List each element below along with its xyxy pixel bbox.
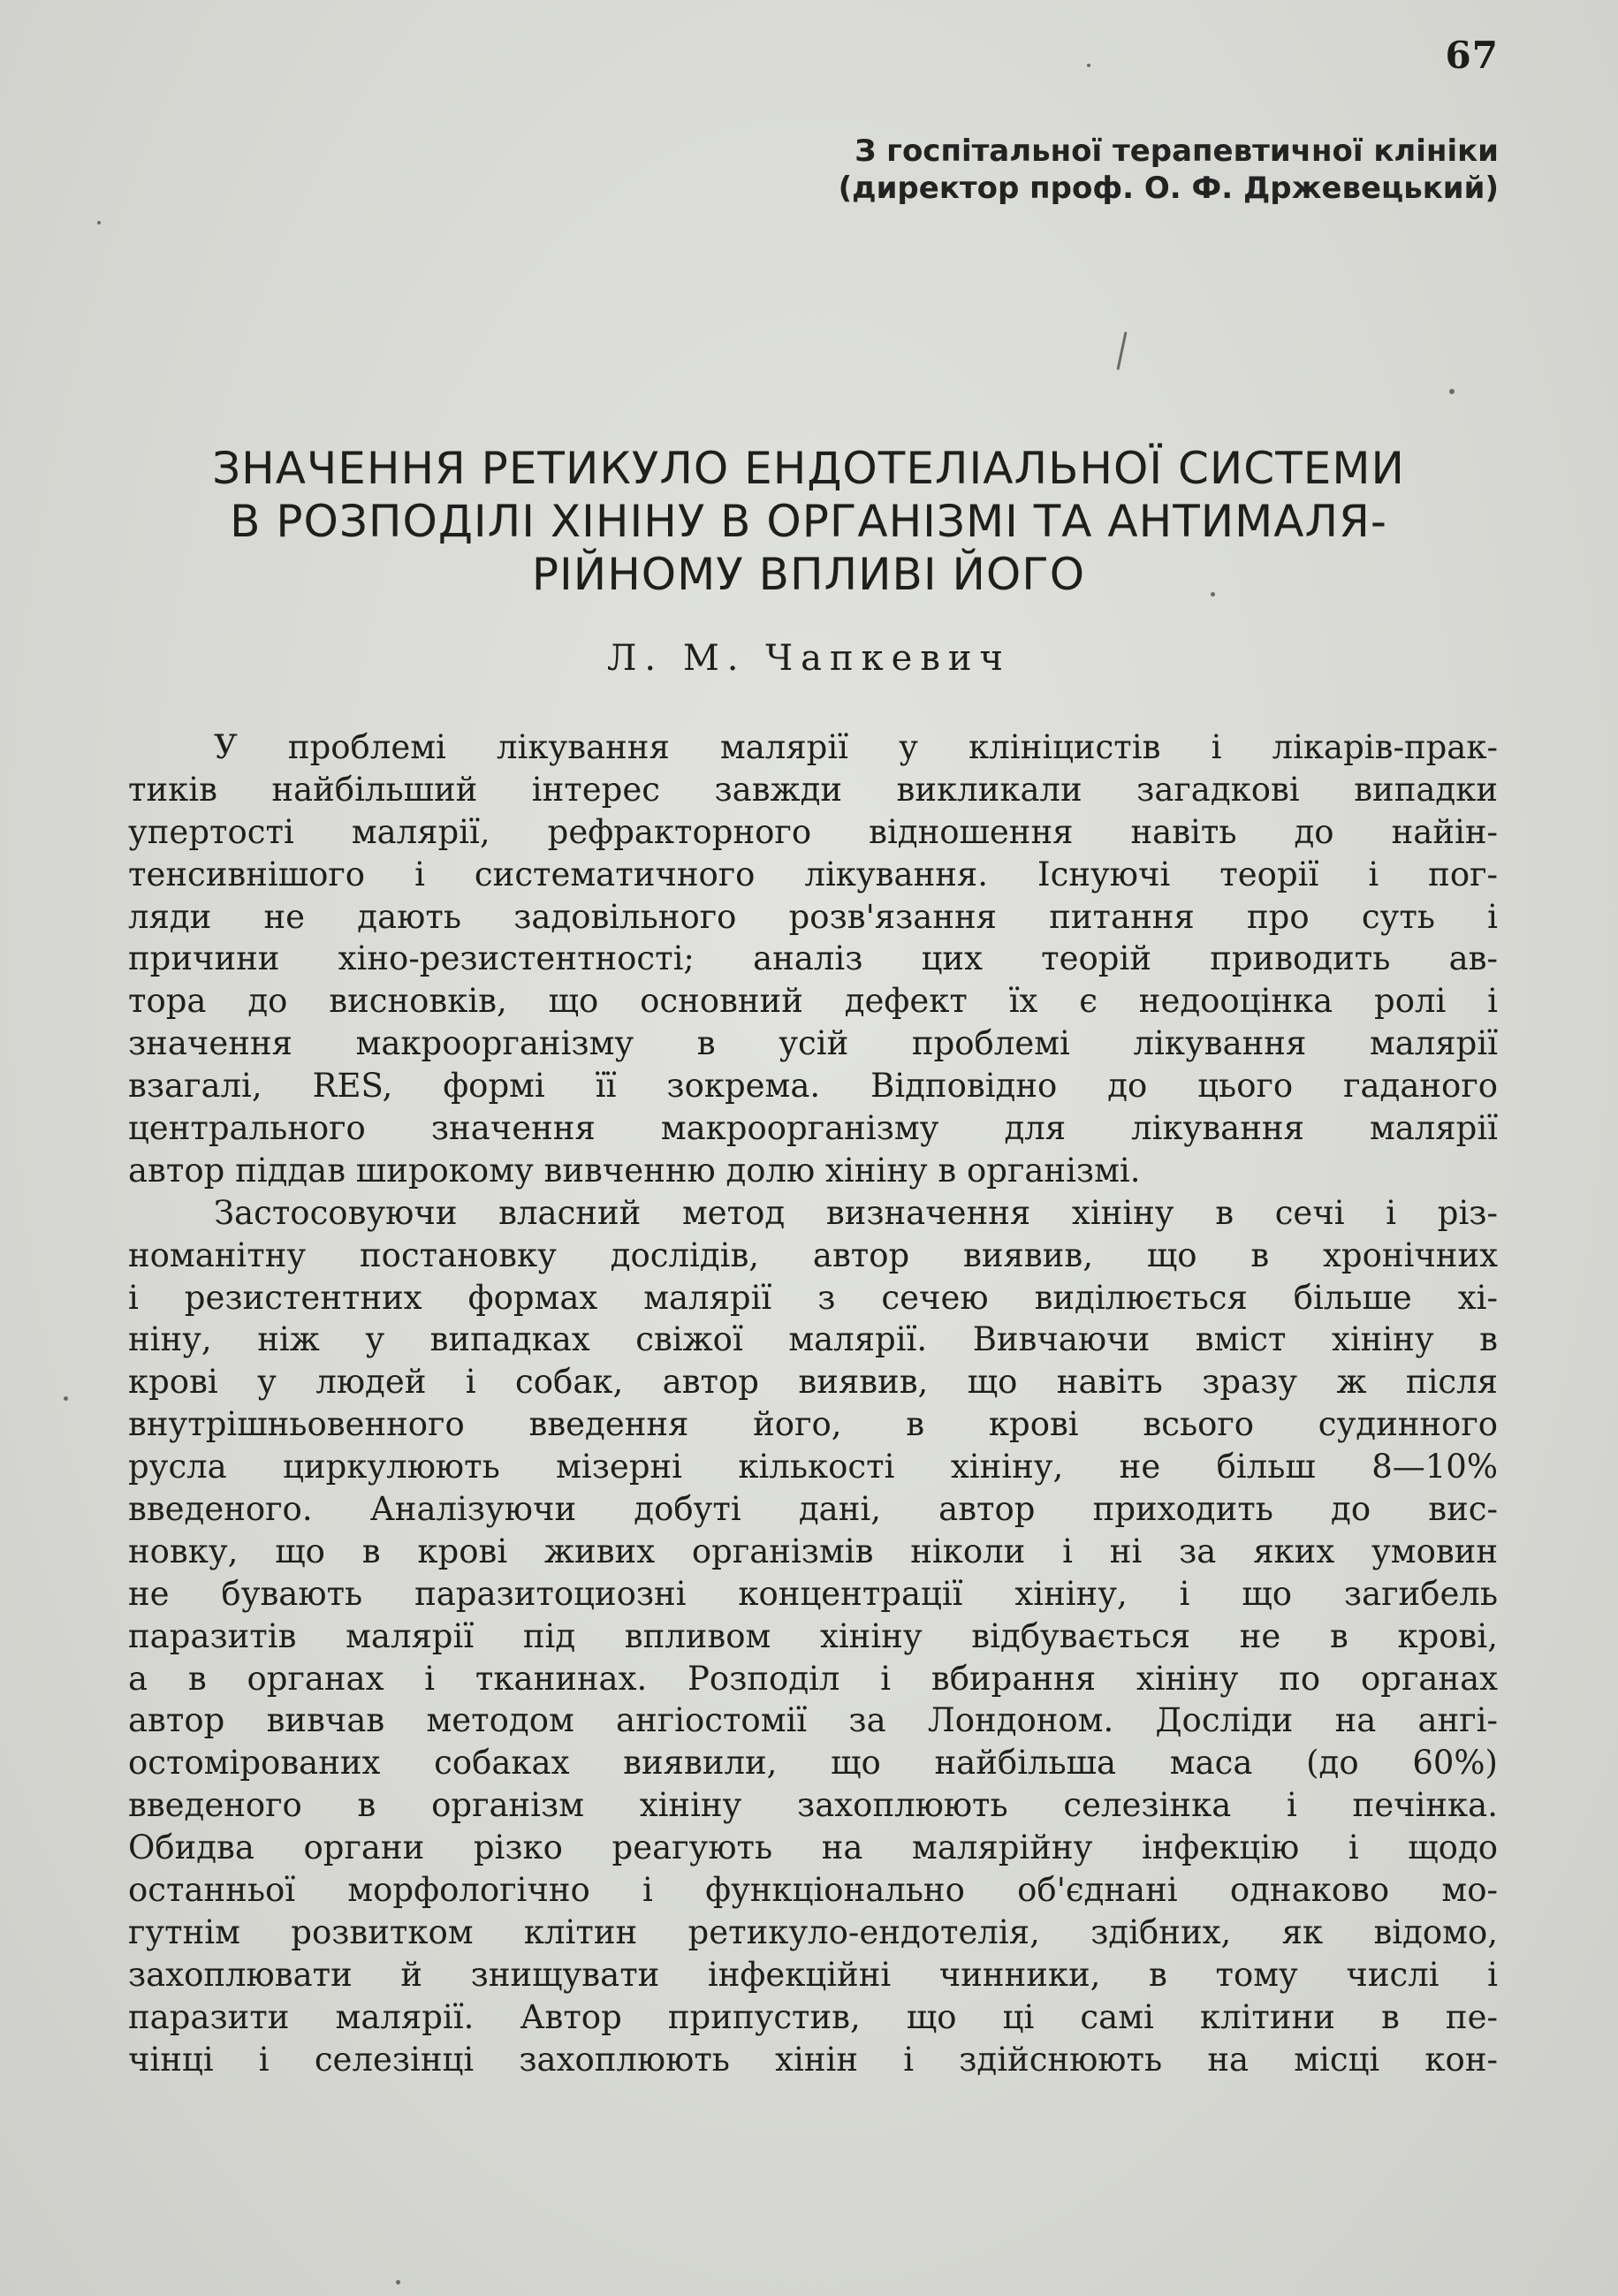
page-number: 67: [1445, 34, 1499, 77]
body-line: тенсивнішого і систематичного лікування. Існуючі теорії і пог-: [128, 855, 1498, 893]
body-line: а в органах і тканинах. Розподіл і вбирання хініну по органах: [128, 1659, 1498, 1698]
scan-speck: [97, 221, 101, 224]
scan-speck: [1116, 331, 1127, 370]
body-line: Застосовуючи власний метод визначення хініну в сечі і різ-: [214, 1193, 1498, 1232]
institution-header: [703, 133, 1499, 207]
article-author: Л. М. Чапкевич: [607, 638, 1011, 679]
article-title: [124, 442, 1493, 601]
body-line: захоплювати й знищувати інфекційні чинники, в тому числі і: [128, 1955, 1498, 1994]
scan-speck: [396, 2280, 400, 2285]
body-line: внутрішньовенного введення його, в крові всього судинного: [128, 1405, 1498, 1444]
body-line: введеного в організм хініну захоплюють селезінка і печінка.: [128, 1786, 1498, 1825]
body-line: тора до висновків, що основний дефект їх є недооцінка ролі і: [128, 982, 1498, 1021]
body-line: автор піддав широкому вивченню долю хініну в організмі.: [128, 1151, 1141, 1190]
body-line: гутнім розвитком клітин ретикуло-ендотелія, здібних, як відомо,: [128, 1912, 1498, 1951]
title-line: РІЙНОМУ ВПЛИВІ ЙОГО: [531, 549, 1086, 600]
institution-line: (директор проф. О. Ф. Држевецький): [838, 171, 1499, 206]
body-line: взагалі, RES, формі її зокрема. Відповідно до цього гаданого: [128, 1067, 1498, 1106]
body-line: русла циркулюють мізерні кількості хініну, не більш 8—10%: [128, 1448, 1498, 1486]
body-line: Обидва органи різко реагують на малярійну інфекцію і щодо: [128, 1828, 1498, 1867]
body-line: чінці і селезінці захоплюють хінін і здійснюють на місці кон-: [128, 2040, 1498, 2079]
scan-speck: [1449, 389, 1455, 394]
body-line: У проблемі лікування малярії у клініцистів і лікарів-прак-: [214, 728, 1498, 766]
body-line: номанітну постановку дослідів, автор виявив, що в хронічних: [128, 1235, 1498, 1274]
body-line: ляди не дають задовільного розв'язання питання про суть і: [128, 897, 1498, 936]
body-line: крові у людей і собак, автор виявив, що навіть зразу ж після: [128, 1363, 1498, 1402]
body-line: і резистентних формах малярії з сечею виділюється більше хі-: [128, 1278, 1498, 1317]
title-line: В РОЗПОДІЛІ ХІНІНУ В ОРГАНІЗМІ ТА АНТИМАЛЯ-: [230, 496, 1387, 547]
scan-speck: [1087, 64, 1090, 67]
body-line: не бувають паразитоциозні концентрації хініну, і що загибель: [128, 1574, 1498, 1613]
body-line: тиків найбільший інтерес завжди викликали загадкові випадки: [128, 770, 1498, 809]
body-line: автор вивчав методом ангіостомії за Лондоном. Досліди на ангі-: [128, 1701, 1498, 1740]
article-body: [128, 726, 1498, 2081]
body-line: ніну, ніж у випадках свіжої малярії. Вивчаючи вміст хініну в: [128, 1320, 1498, 1359]
body-line: введеного. Аналізуючи добуті дані, автор приходить до вис-: [128, 1490, 1498, 1529]
body-line: остомірованих собаках виявили, що найбільша маса (до 60%): [128, 1744, 1498, 1783]
institution-line: З госпітальної терапевтичної клініки: [855, 133, 1499, 169]
scan-speck: [1211, 592, 1215, 597]
body-line: паразитів малярії під впливом хініну відбувається не в крові,: [128, 1616, 1498, 1655]
body-line: паразити малярії. Автор припустив, що ці самі клітини в пе-: [128, 1997, 1498, 2036]
body-line: упертості малярії, рефракторного відношення навіть до найін-: [128, 812, 1498, 851]
title-line: ЗНАЧЕННЯ РЕТИКУЛО ЕНДОТЕЛІАЛЬНОЇ СИСТЕМИ: [212, 443, 1405, 494]
scan-speck: [64, 1396, 68, 1401]
body-line: причини хіно-резистентності; аналіз цих теорій приводить ав-: [128, 939, 1498, 978]
body-line: центрального значення макроорганізму для лікування малярії: [128, 1109, 1498, 1148]
body-line: значення макроорганізму в усій проблемі лікування малярії: [128, 1024, 1498, 1063]
body-line: новку, що в крові живих організмів ніколи і ні за яких умовин: [128, 1532, 1498, 1570]
body-line: останньої морфологічно і функціонально об'єднані однаково мо-: [128, 1871, 1498, 1910]
